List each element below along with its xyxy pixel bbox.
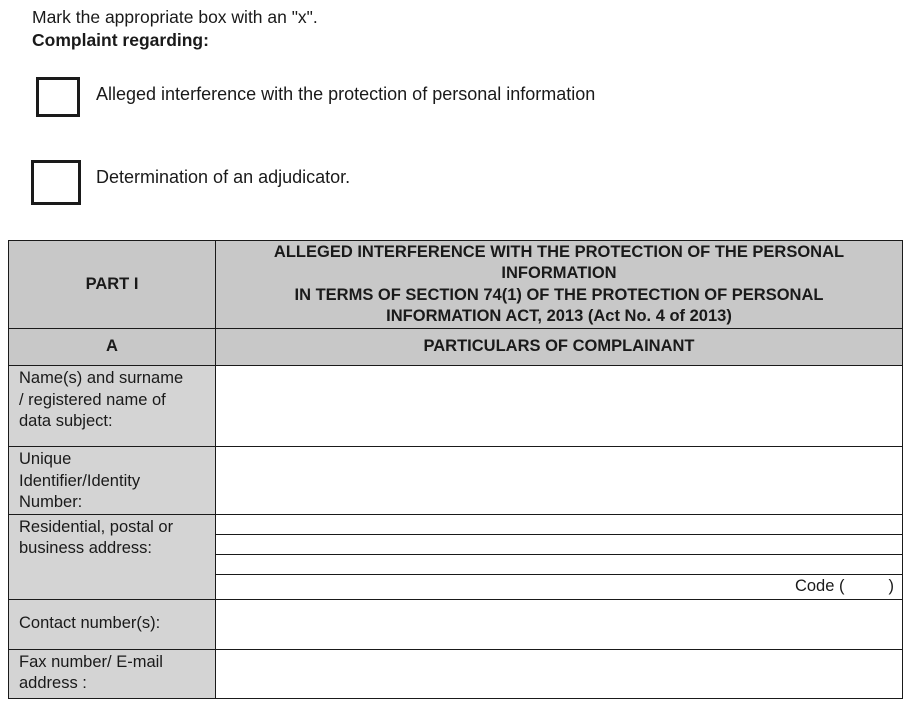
field-label-identifier — [9, 447, 216, 515]
label-line: Unique — [19, 450, 72, 468]
section-label: A — [9, 329, 216, 366]
field-label-contact — [9, 599, 216, 649]
label-line: Identifier/Identity — [19, 471, 141, 490]
address-line-3[interactable] — [216, 555, 902, 575]
label-line: business address: — [19, 539, 152, 557]
instruction-text: Mark the appropriate box with an "x". — [32, 7, 318, 27]
label-line: Residential, postal or — [19, 517, 174, 536]
table-row — [9, 447, 903, 515]
part-title-line: ALLEGED INTERFERENCE WITH THE PROTECTION OF THE PERSONAL — [273, 242, 845, 261]
table-row — [9, 514, 903, 599]
address-line-1[interactable] — [216, 515, 902, 535]
instructions — [32, 6, 318, 52]
code-close: ) — [888, 576, 894, 595]
checkbox-interference[interactable] — [36, 77, 80, 117]
part-title-line: INFORMATION — [501, 264, 617, 282]
part-header-row — [9, 241, 903, 329]
part-label: PART I — [9, 241, 216, 329]
fax-email-field[interactable] — [216, 649, 903, 698]
checkbox-adjudicator[interactable] — [31, 160, 81, 205]
identifier-field[interactable] — [216, 447, 903, 515]
address-field — [216, 514, 903, 599]
label-line: data subject: — [19, 412, 113, 430]
label-line: address : — [19, 674, 87, 692]
contact-field[interactable] — [216, 599, 903, 649]
postal-code — [795, 576, 894, 596]
label-line: Fax number/ E-mail — [19, 652, 163, 671]
field-label-name — [9, 366, 216, 447]
code-open: Code ( — [794, 576, 845, 595]
section-title: PARTICULARS OF COMPLAINANT — [216, 329, 903, 366]
checkbox-interference-label: Alleged interference with the protection of personal information — [96, 84, 596, 104]
table-row — [9, 366, 903, 447]
label-line: Contact number(s): — [19, 614, 161, 633]
name-field[interactable] — [216, 366, 903, 447]
address-line-4[interactable] — [216, 575, 902, 595]
table-row — [9, 599, 903, 649]
label-line: / registered name of — [19, 390, 166, 409]
table-row — [9, 649, 903, 698]
part-title — [216, 241, 903, 329]
checkbox-adjudicator-label: Determination of an adjudicator. — [96, 167, 351, 187]
part-title-line: INFORMATION ACT, 2013 (Act No. 4 of 2013) — [386, 307, 732, 325]
address-line-2[interactable] — [216, 535, 902, 555]
complaint-form-table — [8, 240, 903, 699]
part-title-line: IN TERMS OF SECTION 74(1) OF THE PROTECTION OF PERSONAL — [294, 285, 824, 304]
field-label-address — [9, 514, 216, 599]
label-line: Number: — [19, 493, 83, 511]
label-line: Name(s) and surname — [19, 369, 184, 387]
complaint-regarding-heading: Complaint regarding: — [32, 30, 209, 50]
section-header-row — [9, 329, 903, 366]
field-label-fax-email — [9, 649, 216, 698]
